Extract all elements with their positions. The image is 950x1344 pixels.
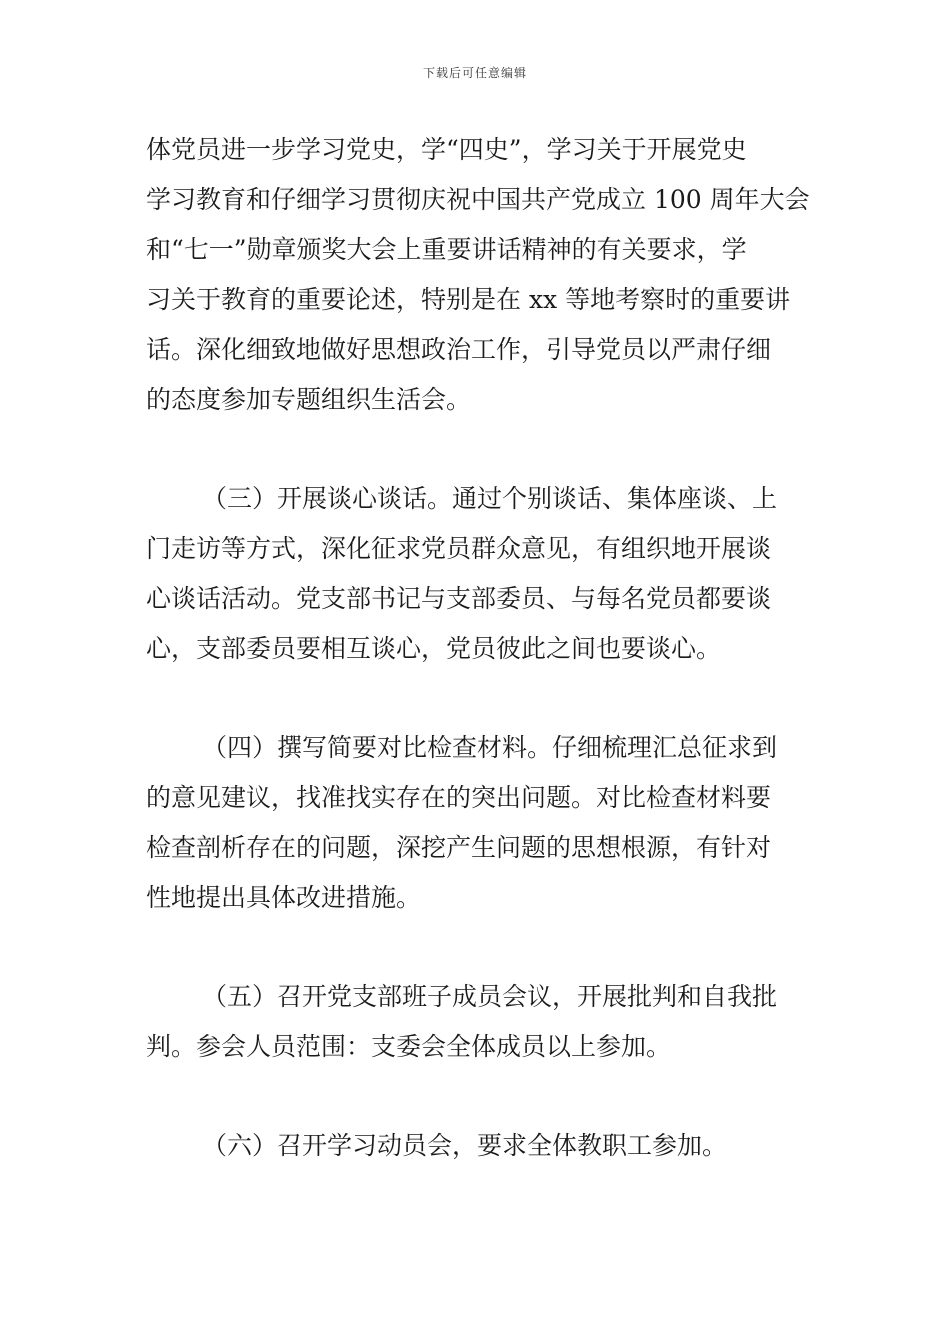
paragraph-spacer	[146, 1072, 808, 1121]
text-line: 心谈话活动。党支部书记与支部委员、与每名党员都要谈	[146, 584, 772, 613]
page-header-note: 下载后可任意编辑	[422, 66, 527, 80]
document-body	[146, 125, 808, 1171]
text-line: 的意见建议，找准找实存在的突出问题。对比检查材料要	[146, 783, 772, 812]
paragraph-spacer	[146, 923, 808, 972]
paragraph-section-4	[146, 723, 808, 923]
text-line: 判。参会人员范围：支委会全体成员以上参加。	[146, 1032, 672, 1061]
paragraph-section-3	[146, 474, 808, 674]
text-line: 心，支部委员要相互谈心，党员彼此之间也要谈心。	[146, 634, 722, 663]
text-line: 性地提出具体改进措施。	[146, 883, 422, 912]
text-line: （四）撰写简要对比检查材料。仔细梳理汇总征求到	[202, 733, 778, 762]
paragraph-spacer	[146, 674, 808, 723]
text-line: 门走访等方式，深化征求党员群众意见，有组织地开展谈	[146, 534, 772, 563]
text-line: 习关于教育的重要论述，特别是在 xx 等地考察时的重要讲	[146, 285, 791, 314]
text-line: 话。深化细致地做好思想政治工作，引导党员以严肃仔细	[146, 335, 772, 364]
text-line: 体党员进一步学习党史，学“四史”，学习关于开展党史	[146, 135, 747, 164]
text-line: 和“七一”勋章颁奖大会上重要讲话精神的有关要求，学	[146, 235, 747, 264]
text-line: （六）召开学习动员会，要求全体教职工参加。	[202, 1131, 728, 1160]
text-line: 学习教育和仔细学习贯彻庆祝中国共产党成立 100 周年大会	[146, 185, 810, 214]
paragraph-continuation	[146, 125, 808, 425]
paragraph-section-6	[146, 1121, 808, 1171]
text-line: （三）开展谈心谈话。通过个别谈话、集体座谈、上	[202, 484, 778, 513]
text-line: 检查剖析存在的问题，深挖产生问题的思想根源，有针对	[146, 833, 772, 862]
text-line: 的态度参加专题组织生活会。	[146, 385, 472, 414]
text-line: （五）召开党支部班子成员会议，开展批判和自我批	[202, 982, 778, 1011]
paragraph-section-5	[146, 972, 808, 1072]
paragraph-spacer	[146, 425, 808, 474]
